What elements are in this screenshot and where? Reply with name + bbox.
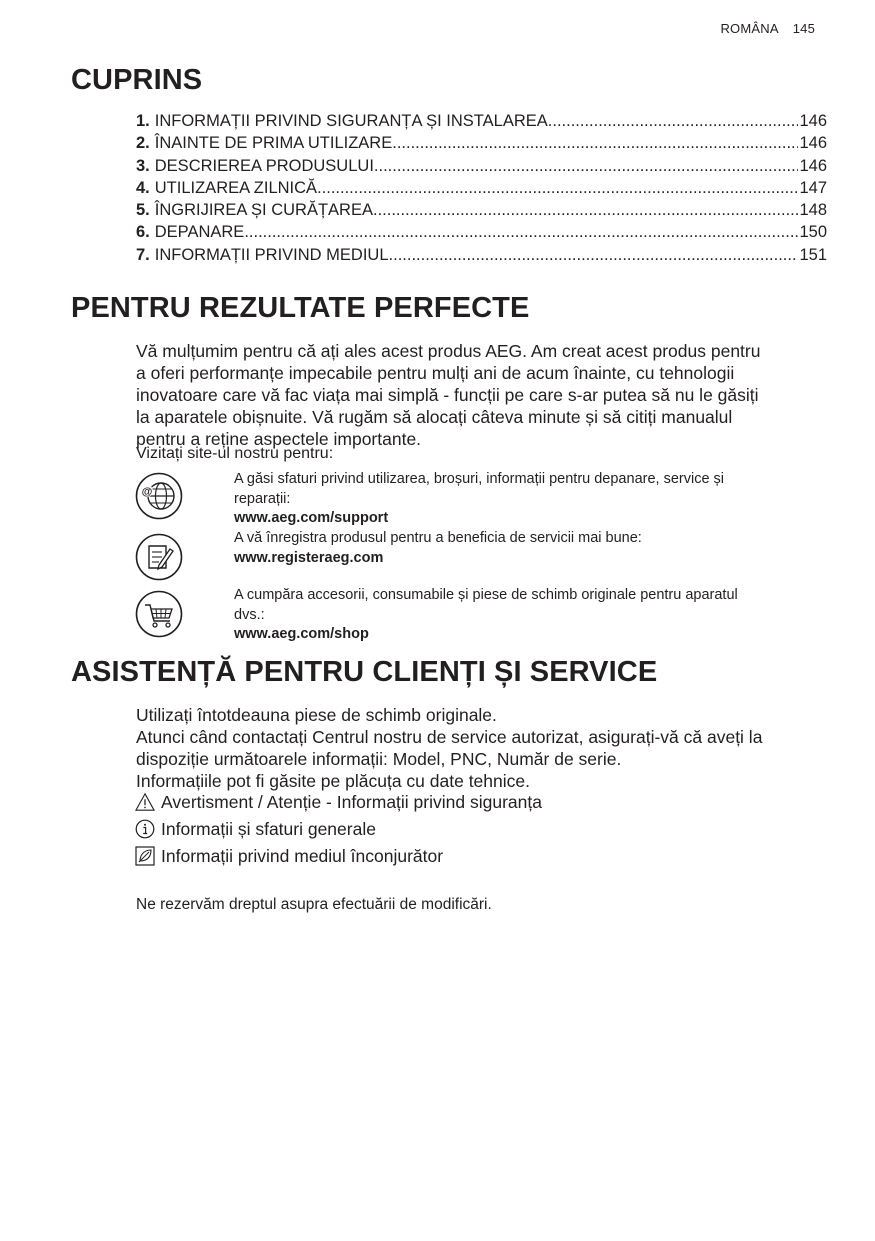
legend-environment: Informații privind mediul înconjurător (135, 845, 443, 867)
toc-item-label: ÎNAINTE DE PRIMA UTILIZARE (154, 134, 393, 153)
toc-item[interactable]: 6. DEPANARE ..... 150 (136, 221, 827, 243)
toc-item[interactable]: 2. ÎNAINTE DE PRIMA UTILIZARE ..... 146 (136, 132, 827, 154)
page-header (720, 21, 815, 36)
toc-item[interactable]: 1. INFORMAȚII PRIVIND SIGURANȚA ȘI INSTALAREA ..... 146 (136, 110, 827, 132)
toc-item-page: 147 (799, 178, 827, 197)
intro-paragraph: Vă mulțumim pentru că ați ales acest produs AEG. Am creat acest produs pentru a oferi performanțe impecabile pentru mulți ani de acum înainte, cu tehnologii inovatoare care vă fac viața mai simplă - funcții pe care s-ar putea să nu le găsiți la aparatele obișnuite. Vă rugăm să alocați câteva minute și să citiți manualul pentru a reține aspectele importante. (136, 341, 761, 449)
toc-item-label: DESCRIEREA PRODUSULUI (154, 156, 374, 175)
toc-item-label: DEPANARE (154, 223, 245, 242)
toc-item-label: UTILIZAREA ZILNICĂ (154, 178, 318, 197)
toc-title: CUPRINS (71, 64, 203, 96)
shopping-cart-icon (135, 590, 183, 638)
toc-item[interactable]: 7. INFORMAȚII PRIVIND MEDIUL ..... 151 (136, 244, 827, 266)
support-url-link[interactable]: www.aeg.com/support (234, 510, 389, 526)
toc-item-page: 150 (799, 223, 827, 242)
table-of-contents (136, 110, 827, 266)
svg-text:@: @ (141, 486, 153, 498)
perfect-results-heading: PENTRU REZULTATE PERFECTE (71, 292, 530, 324)
toc-item-label: INFORMAȚII PRIVIND SIGURANȚA ȘI INSTALAREA (154, 112, 548, 130)
toc-item-label: INFORMAȚII PRIVIND MEDIUL (154, 245, 389, 264)
legend-warning: Avertisment / Atenție - Informații privind siguranța (135, 791, 542, 813)
language-label: ROMÂNA (720, 21, 779, 36)
toc-item-label: ÎNGRIJIREA ȘI CURĂȚAREA (154, 201, 373, 220)
register-url-link[interactable]: www.registeraeg.com (234, 549, 384, 566)
toc-item-page: 146 (799, 156, 827, 175)
toc-item[interactable]: 3. DESCRIEREA PRODUSULUI ..... 146 (136, 155, 827, 177)
environment-leaf-icon (135, 846, 155, 866)
shop-url-link[interactable]: www.aeg.com/shop (234, 626, 369, 642)
legend-info: Informații și sfaturi generale (135, 818, 376, 840)
toc-item-page: 146 (799, 112, 827, 130)
warning-triangle-icon (135, 792, 155, 812)
page-number: 145 (792, 21, 815, 36)
service-heading: ASISTENȚĂ PENTRU CLIENȚI ȘI SERVICE (71, 656, 658, 688)
register-notepad-icon (135, 533, 183, 581)
toc-item-page: 148 (799, 201, 827, 220)
toc-item-page: 151 (799, 245, 827, 264)
toc-item[interactable]: 5. ÎNGRIJIREA ȘI CURĂȚAREA ..... 148 (136, 199, 827, 221)
footnote: Ne rezervăm dreptul asupra efectuării de modificări. (136, 896, 492, 913)
visit-label: Vizitați site-ul nostru pentru: (136, 445, 334, 462)
info-icon (135, 819, 155, 839)
service-paragraph: Utilizați întotdeauna piese de schimb originale. Atunci când contactați Centrul nostru de service autorizat, asigurați-vă că aveți la dispoziție următoarele informații: Model, PNC, Număr de serie. Informațiile pot fi găsite pe plăcuța cu date tehnice. (136, 705, 763, 791)
toc-item-page: 146 (799, 134, 827, 153)
toc-item[interactable]: 4. UTILIZAREA ZILNICĂ ..... 147 (136, 177, 827, 199)
web-globe-icon (135, 472, 183, 520)
